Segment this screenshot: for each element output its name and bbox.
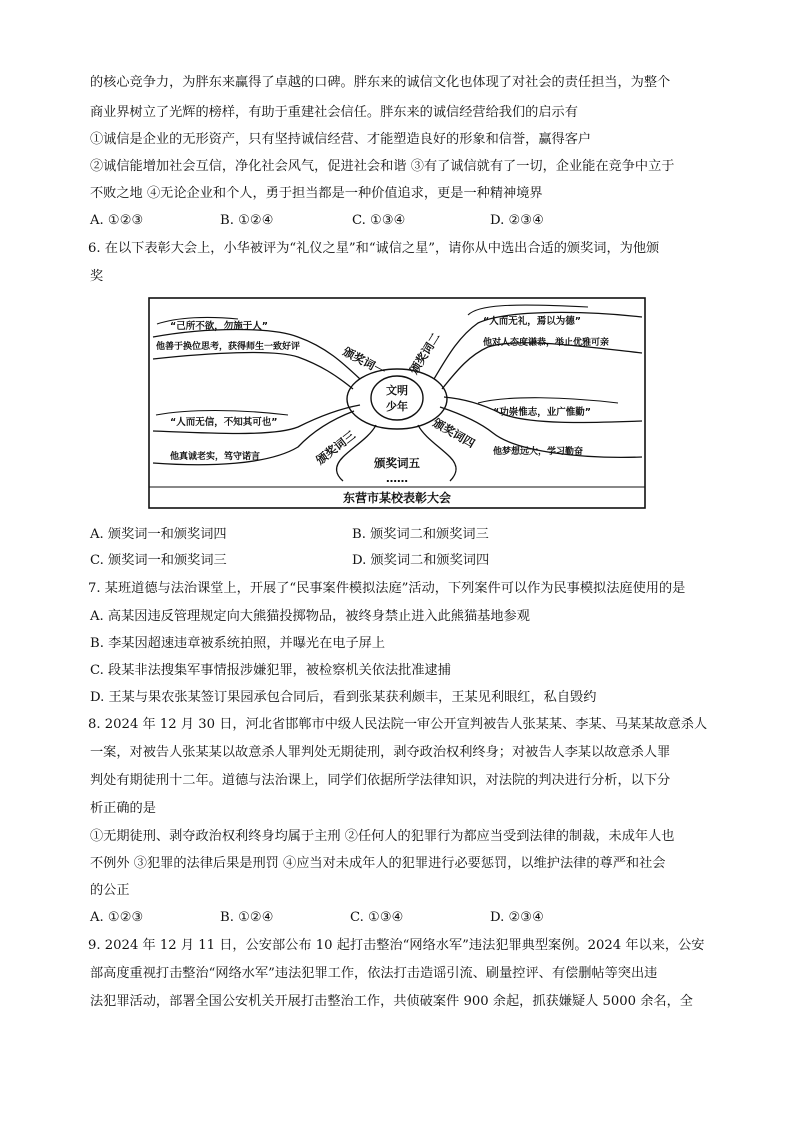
q7-option-b[interactable]: B. 李某因超速违章被系统拍照，并曝光在电子屏上 <box>90 636 386 651</box>
branch2-label: 颁奖词二 <box>406 330 443 377</box>
q7-stem: 7. 某班道德与法治课堂上，开展了“民事案件模拟法庭”活动，下列案件可以作为民事模拟法庭使用的是 <box>88 581 686 596</box>
award-mind-map <box>148 297 646 509</box>
branch3-quote: “人而无信，不知其可也” <box>170 417 278 428</box>
q6-stem-line-2: 奖 <box>90 269 104 284</box>
q6-option-b[interactable]: B. 颁奖词二和颁奖词三 <box>352 527 489 542</box>
q9-line-2: 部高度重视打击整治“网络水军”违法犯罪工作，依法打击造谣引流、刷量控评、有偿删帖等突出违 <box>90 966 658 981</box>
branch5-label: 颁奖词五 <box>374 456 420 470</box>
award-mind-map-svg <box>148 297 646 509</box>
branch3-label: 颁奖词三 <box>313 428 359 468</box>
q8-option-b[interactable]: B. ①②④ <box>220 910 274 925</box>
q8-statement-end: 的公正 <box>90 883 130 898</box>
q6-stem-line-1: 6. 在以下表彰大会上，小华被评为“礼仪之星”和“诚信之星”，请你从中选出合适的颁奖词，为他颁 <box>88 241 660 256</box>
branch1-label: 颁奖词一 <box>340 344 388 379</box>
q9-line-1: 9. 2024 年 12 月 11 日，公安部公布 10 起打击整治“网络水军”违法犯罪典型案例。2024 年以来，公安 <box>88 938 705 953</box>
center-label-2: 少年 <box>386 400 408 413</box>
q8-line-3: 判处有期徒刑十二年。道德与法治课上，同学们依据所学法律知识，对法院的判决进行分析，以下分 <box>90 773 671 788</box>
branch2-quote: “人而无礼，焉以为德” <box>483 316 581 327</box>
branch4-text: 他梦想远大，学习勤奋 <box>493 447 584 457</box>
branch4-quote: “功崇惟志，业广惟勤” <box>493 407 591 418</box>
q5-statement-2-3: ②诚信能增加社会互信，净化社会风气，促进社会和谐 ③有了诚信就有了一切，企业能在竞争中立于 <box>90 159 675 174</box>
q8-line-1: 8. 2024 年 12 月 30 日，河北省邯郸市中级人民法院一审公开宣判被告人张某某、李某、马某某故意杀人 <box>88 717 708 732</box>
q9-line-3: 法犯罪活动，部署全国公安机关开展打击整治工作，共侦破案件 900 余起，抓获嫌疑人 5000 余名，全 <box>90 994 693 1009</box>
branch3-text: 他真诚老实，笃守诺言 <box>170 452 261 462</box>
q7-option-a[interactable]: A. 高某因违反管理规定向大熊猫投掷物品，被终身禁止进入此熊猫基地参观 <box>90 609 530 624</box>
q6-option-a[interactable]: A. 颁奖词一和颁奖词四 <box>90 527 227 542</box>
q7-option-d[interactable]: D. 王某与果农张某签订果园承包合同后，看到张某获利颇丰，王某见利眼红，私自毁约 <box>90 690 597 705</box>
q5-option-b[interactable]: B. ①②④ <box>220 213 274 228</box>
q8-statement-3-4: 不例外 ③犯罪的法律后果是刑罚 ④应当对未成年人的犯罪进行必要惩罚，以维护法律的尊严和社会 <box>90 856 666 871</box>
q6-option-c[interactable]: C. 颁奖词一和颁奖词三 <box>90 553 227 568</box>
q8-option-a[interactable]: A. ①②③ <box>90 910 144 925</box>
q5-option-c[interactable]: C. ①③④ <box>352 213 406 228</box>
center-label-1: 文明 <box>386 384 408 397</box>
q5-option-d[interactable]: D. ②③④ <box>490 213 544 228</box>
q8-line-2: 一案，对被告人张某某以故意杀人罪判处无期徒刑，剥夺政治权利终身；对被告人李某以故意杀人罪 <box>90 745 671 760</box>
q5-line-1: 的核心竞争力，为胖东来赢得了卓越的口碑。胖东来的诚信文化也体现了对社会的责任担当，为整个 <box>90 75 671 90</box>
q8-statement-1-2: ①无期徒刑、剥夺政治权利终身均属于主刑 ②任何人的犯罪行为都应当受到法律的制裁，未成年人也 <box>90 829 675 844</box>
branch1-text: 他善于换位思考，获得师生一致好评 <box>156 342 301 352</box>
q5-line-2: 商业界树立了光辉的榜样，有助于重建社会信任。胖东来的诚信经营给我们的启示有 <box>90 105 578 120</box>
q8-option-d[interactable]: D. ②③④ <box>490 910 544 925</box>
q6-option-d[interactable]: D. 颁奖词二和颁奖词四 <box>352 553 490 568</box>
q7-option-c[interactable]: C. 段某非法搜集军事情报涉嫌犯罪，被检察机关依法批准逮捕 <box>90 663 451 678</box>
branch4-label: 颁奖词四 <box>430 415 478 451</box>
branch1-quote: “己所不欲，勿施于人” <box>170 321 268 332</box>
branch5-dots: …… <box>386 472 408 485</box>
q8-line-4: 析正确的是 <box>90 801 156 816</box>
q8-option-c[interactable]: C. ①③④ <box>350 910 404 925</box>
q5-statement-4: 不败之地 ④无论企业和个人，勇于担当都是一种价值追求，更是一种精神境界 <box>90 186 543 201</box>
q5-statement-1: ①诚信是企业的无形资产，只有坚持诚信经营、才能塑造良好的形象和信誉，赢得客户 <box>90 132 592 147</box>
branch2-text: 他对人态度谦恭，举止优雅可亲 <box>483 338 610 348</box>
diagram-caption: 东营市某校表彰大会 <box>342 491 452 505</box>
q5-option-a[interactable]: A. ①②③ <box>90 213 144 228</box>
